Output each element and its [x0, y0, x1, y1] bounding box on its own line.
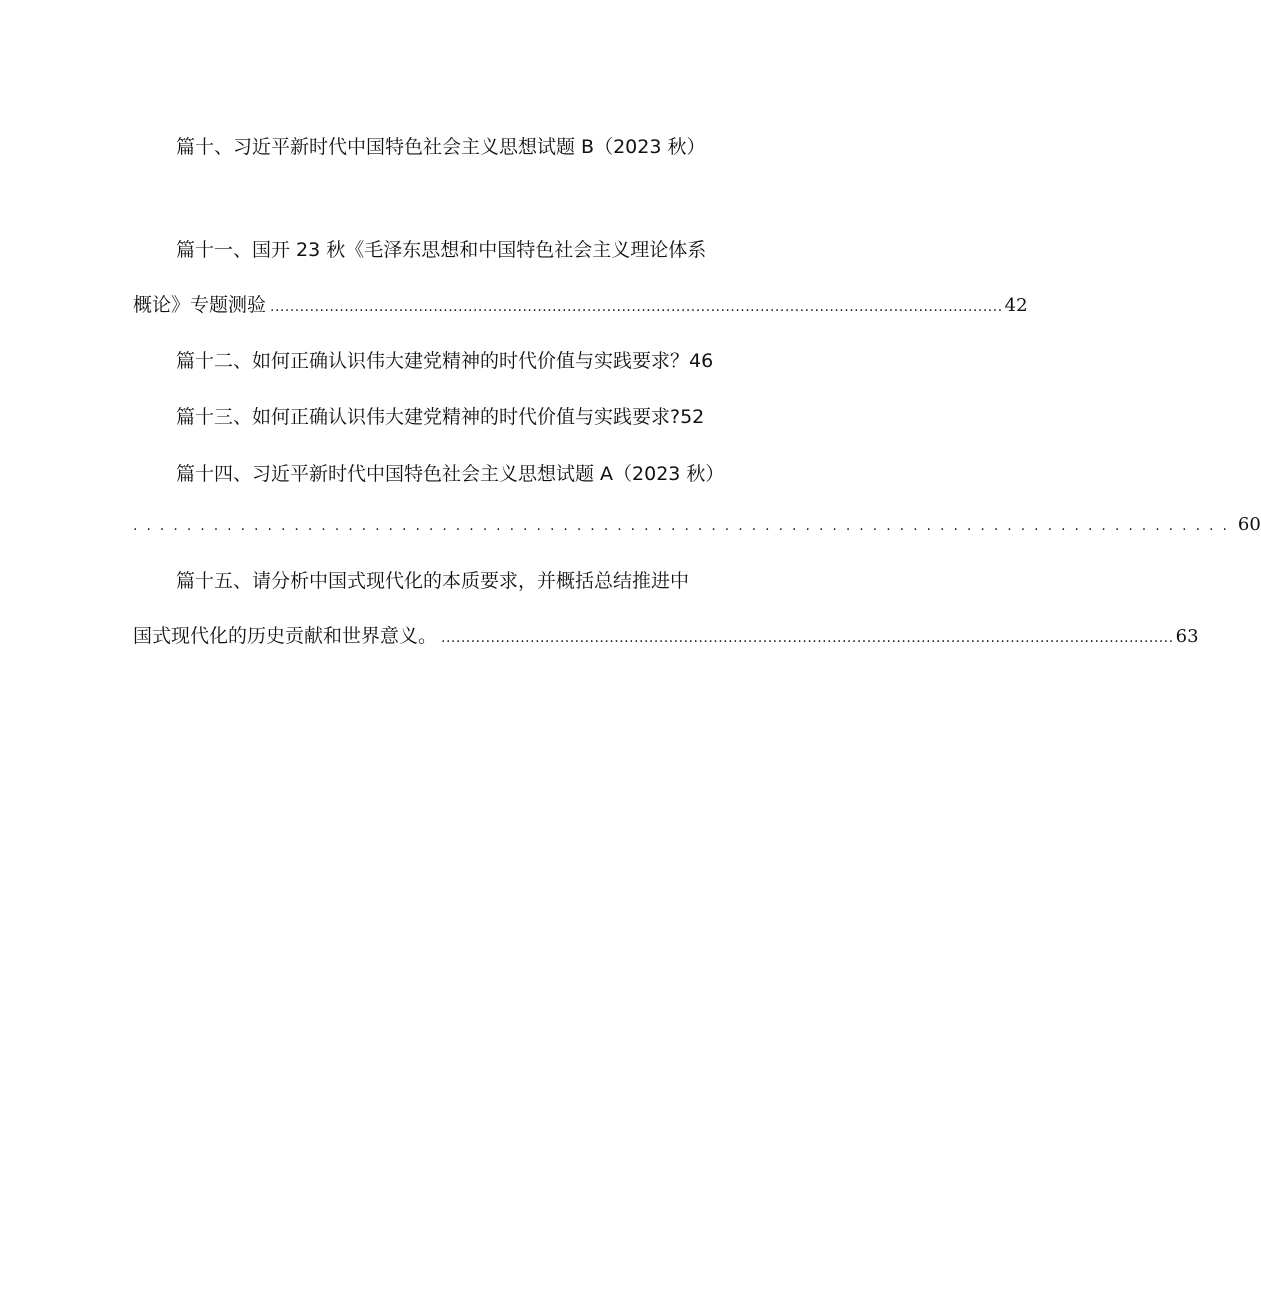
toc-entry-15-line2[interactable]: [133, 621, 1199, 651]
toc-entry-11-line2[interactable]: [133, 290, 1028, 320]
toc-entry-15-page: 63: [1175, 626, 1199, 647]
toc-entry-11-line1[interactable]: [176, 235, 773, 265]
toc-entry-15-line1[interactable]: [176, 566, 773, 596]
toc-entry-13[interactable]: [176, 402, 773, 432]
toc-leader-dots: ....................................................................................................................................................: [441, 630, 1174, 646]
toc-entry-14-title: 篇十四、习近平新时代中国特色社会主义思想试题 A（2023 秋）: [176, 463, 725, 485]
toc-entry-10-title: 篇十、习近平新时代中国特色社会主义思想试题 B（2023 秋）: [176, 136, 706, 158]
toc-entry-15-title: 篇十五、请分析中国式现代化的本质要求，并概括总结推进中: [176, 570, 690, 592]
toc-leader-dots: ....................................................................................................................................................: [270, 299, 1003, 315]
toc-entry-14-line1[interactable]: [176, 459, 773, 489]
toc-entry-13-title: 篇十三、如何正确认识伟大建党精神的时代价值与实践要求?52: [176, 406, 705, 428]
toc-entry-14-line2[interactable]: [133, 510, 1261, 540]
toc-entry-12-title: 篇十二、如何正确认识伟大建党精神的时代价值与实践要求？46: [176, 350, 714, 372]
toc-entry-15-title-cont: 国式现代化的历史贡献和世界意义。: [133, 625, 438, 647]
toc-entry-11-page: 42: [1004, 295, 1028, 316]
toc-entry-14-page: 60: [1237, 514, 1261, 535]
toc-leader-dots: ..................................................................................: [133, 518, 1236, 534]
toc-entry-12[interactable]: [176, 346, 773, 376]
toc-entry-11-title: 篇十一、国开 23 秋《毛泽东思想和中国特色社会主义理论体系: [176, 239, 707, 261]
toc-entry-11-title-cont: 概论》专题测验: [133, 294, 267, 316]
toc-entry-10[interactable]: [176, 132, 773, 162]
